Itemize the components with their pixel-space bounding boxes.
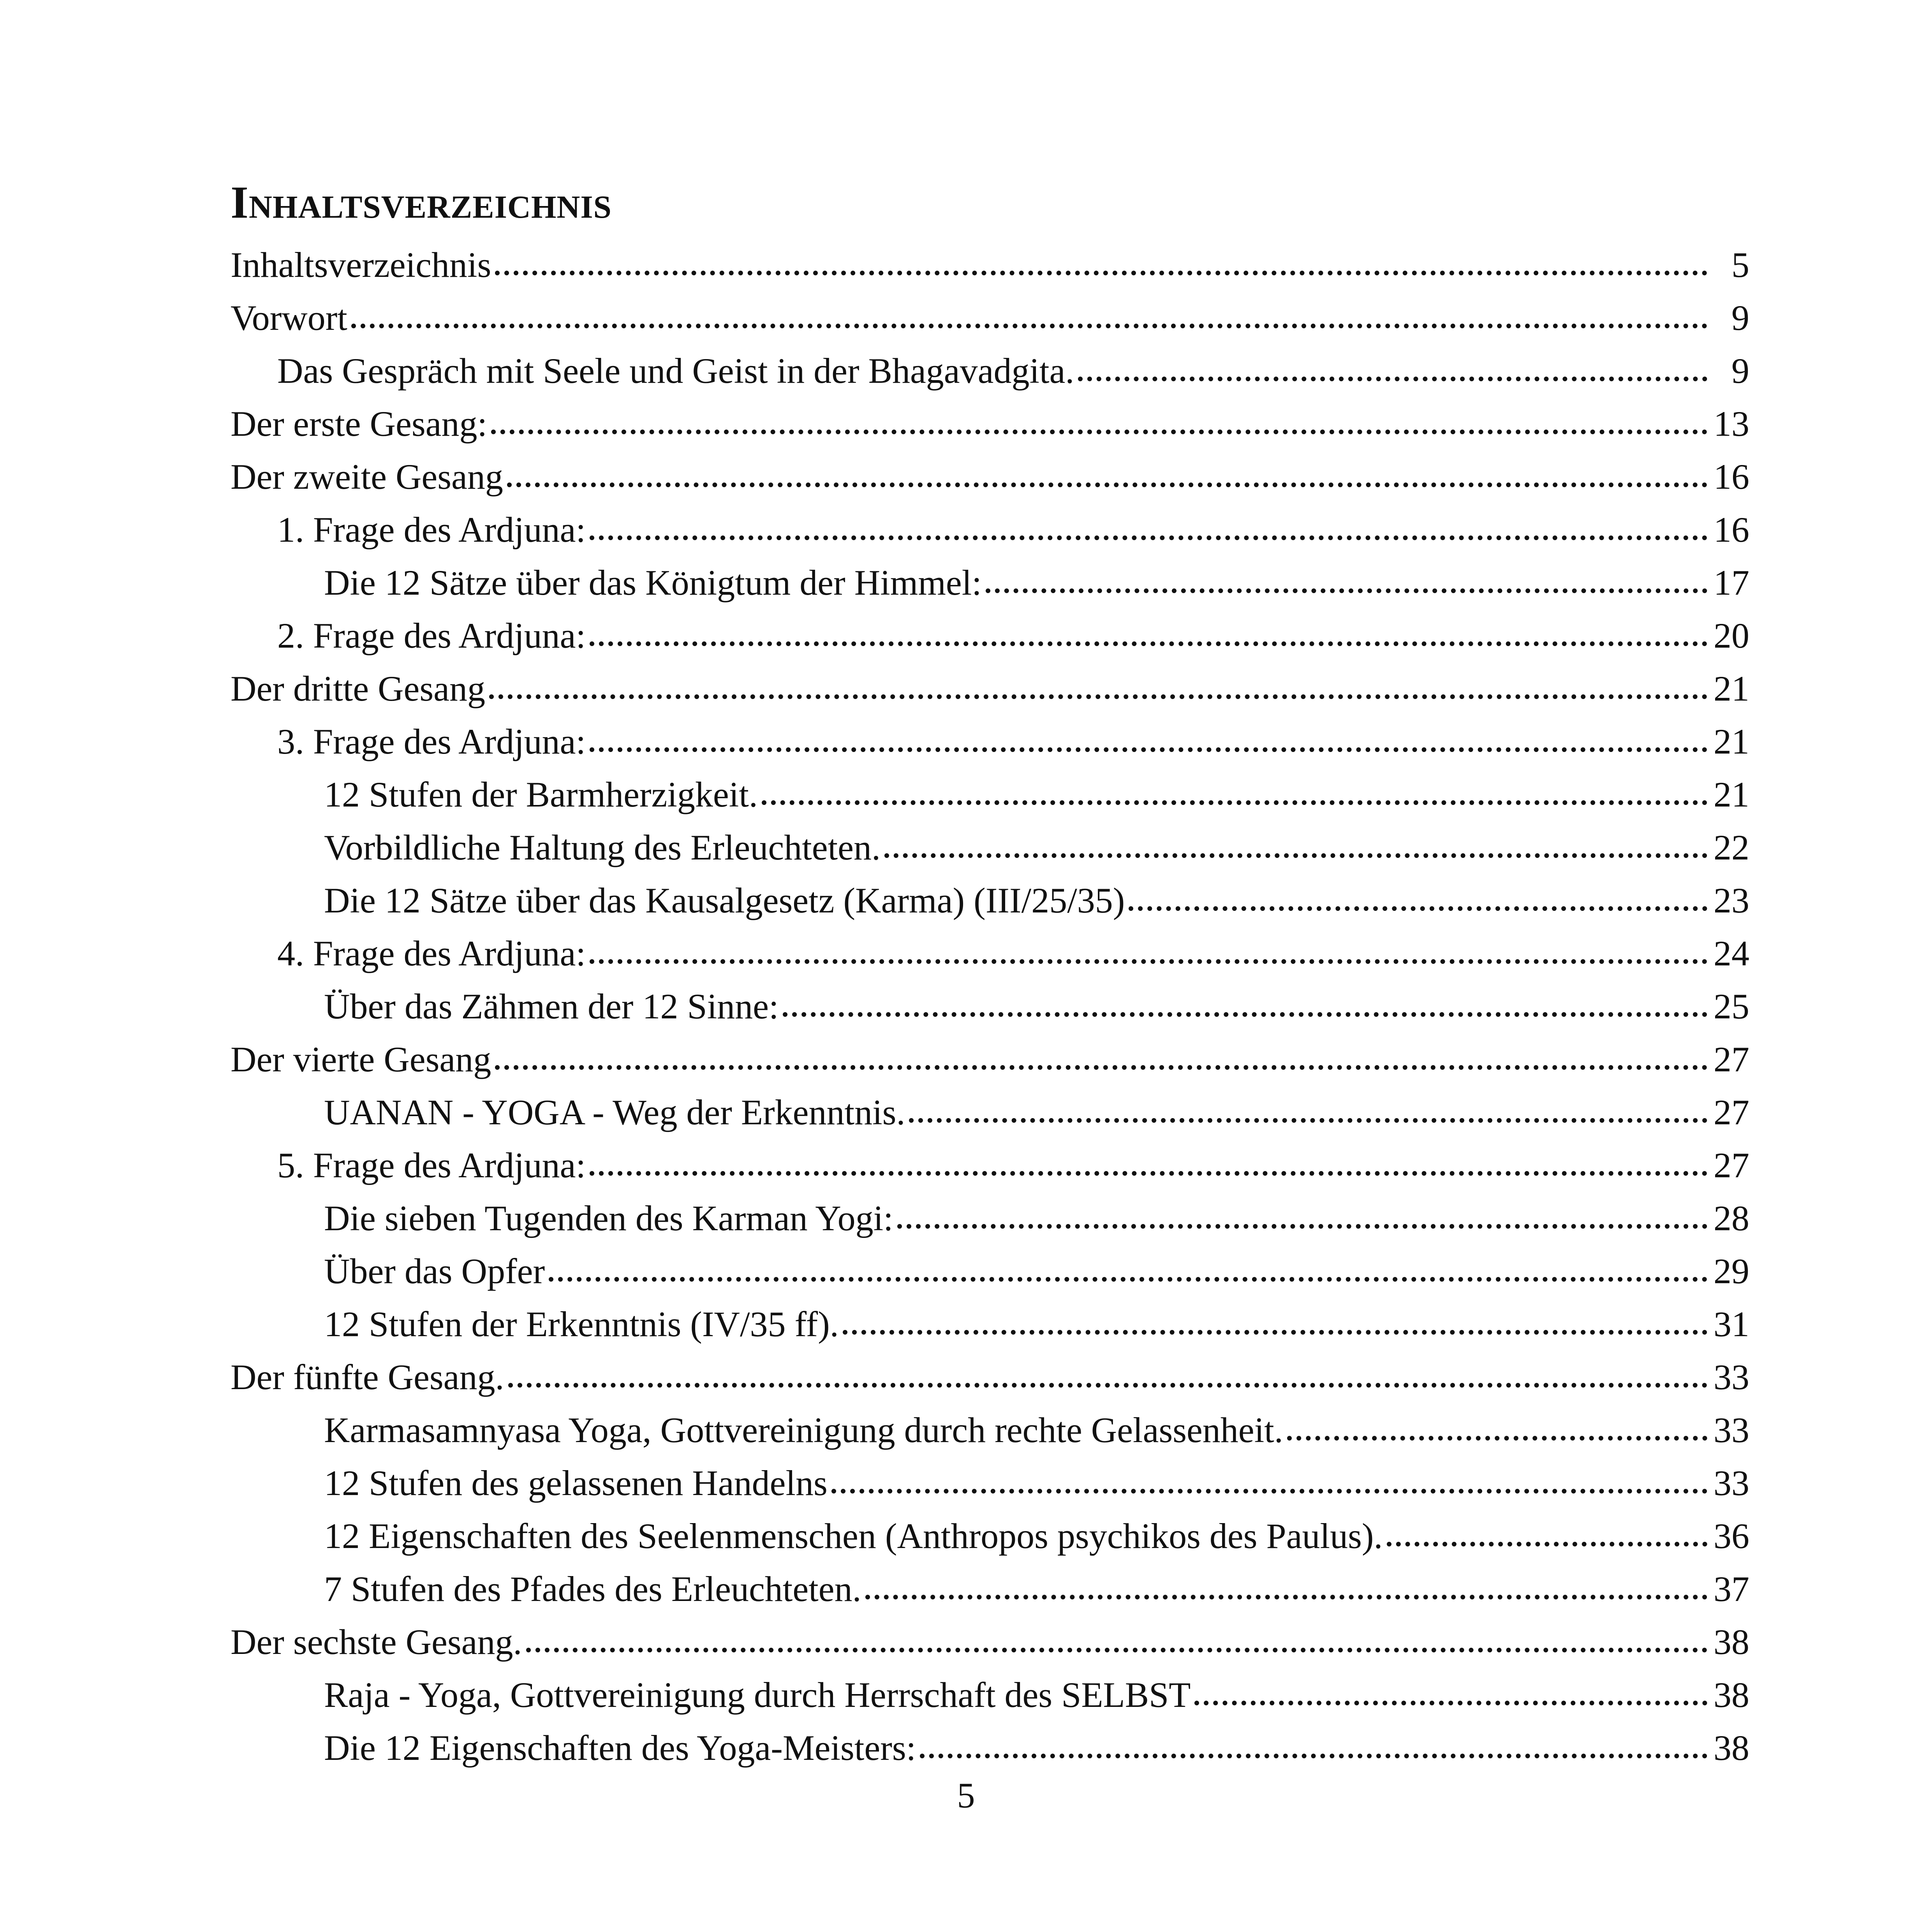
toc-entry-title: Der sechste Gesang.	[231, 1622, 522, 1662]
toc-entry[interactable]	[231, 291, 1749, 344]
toc-entry-title: Karmasamnyasa Yoga, Gottvereinigung durch rechte Gelassenheit.	[324, 1410, 1283, 1450]
toc-entry-title: 12 Eigenschaften des Seelenmenschen (Anthropos psychikos des Paulus).	[324, 1516, 1383, 1556]
dot-leader	[909, 1118, 1707, 1123]
toc-entry-title: Vorbildliche Haltung des Erleuchteten.	[324, 828, 881, 867]
page-number: 5	[957, 1775, 975, 1815]
toc-entry-title: 12 Stufen der Barmherzigkeit.	[324, 775, 758, 814]
toc-entry-title: 5. Frage des Ardjuna:	[277, 1145, 586, 1185]
toc-entry-page: 16	[1714, 510, 1749, 549]
toc-entry[interactable]	[231, 662, 1749, 715]
toc-entry[interactable]	[231, 1351, 1749, 1404]
dot-leader	[507, 483, 1707, 487]
toc-entry-page: 28	[1714, 1198, 1749, 1238]
toc-entry-title: Raja - Yoga, Gottvereinigung durch Herrschaft des SELBST	[324, 1675, 1191, 1715]
toc-entry-page: 38	[1714, 1675, 1749, 1715]
toc-entry-page: 17	[1714, 563, 1749, 602]
dot-leader	[495, 271, 1707, 275]
dot-leader	[831, 1489, 1707, 1493]
dot-leader	[590, 747, 1707, 752]
toc-entry[interactable]	[231, 768, 1749, 821]
toc-entry-title: Der fünfte Gesang.	[231, 1357, 504, 1397]
toc-entry-page: 21	[1714, 669, 1749, 708]
dot-leader	[783, 1012, 1707, 1017]
toc-entry-page: 38	[1714, 1728, 1749, 1768]
toc-entry-title: Die 12 Sätze über das Königtum der Himmel:	[324, 563, 982, 602]
dot-leader	[489, 694, 1707, 699]
toc-entry[interactable]	[231, 1139, 1749, 1192]
dot-leader	[549, 1277, 1707, 1282]
table-of-contents	[231, 238, 1749, 1774]
page-title: Inhaltsverzeichnis	[231, 177, 612, 228]
toc-entry-page: 25	[1714, 986, 1749, 1026]
toc-entry-page: 21	[1714, 775, 1749, 814]
dot-leader	[1078, 377, 1707, 381]
toc-entry[interactable]	[231, 1668, 1749, 1721]
toc-entry-title: Der erste Gesang:	[231, 404, 488, 444]
toc-entry[interactable]	[231, 1298, 1749, 1351]
toc-entry-title: 4. Frage des Ardjuna:	[277, 933, 586, 973]
toc-entry[interactable]	[231, 927, 1749, 980]
toc-entry[interactable]	[231, 397, 1749, 450]
toc-entry-page: 33	[1714, 1410, 1749, 1450]
toc-entry-page: 29	[1714, 1251, 1749, 1291]
toc-entry-title: 7 Stufen des Pfades des Erleuchteten.	[324, 1569, 861, 1609]
toc-entry-page: 23	[1714, 881, 1749, 920]
toc-entry-page: 36	[1714, 1516, 1749, 1556]
toc-entry[interactable]	[231, 1509, 1749, 1562]
toc-entry-title: Inhaltsverzeichnis	[231, 245, 491, 285]
toc-entry-page: 9	[1731, 351, 1749, 391]
toc-entry[interactable]	[231, 874, 1749, 927]
toc-entry-page: 38	[1714, 1622, 1749, 1662]
dot-leader	[590, 959, 1707, 964]
toc-entry-title: UANAN - YOGA - Weg der Erkenntnis.	[324, 1092, 905, 1132]
toc-entry-page: 20	[1714, 616, 1749, 655]
toc-entry-title: Die sieben Tugenden des Karman Yogi:	[324, 1198, 893, 1238]
dot-leader	[843, 1330, 1707, 1335]
toc-entry-page: 37	[1714, 1569, 1749, 1609]
toc-entry[interactable]	[231, 1721, 1749, 1774]
toc-entry-title: Der vierte Gesang	[231, 1039, 491, 1079]
toc-entry[interactable]	[231, 344, 1749, 397]
toc-entry[interactable]	[231, 1615, 1749, 1668]
toc-entry[interactable]	[231, 1404, 1749, 1456]
toc-entry-title: Die 12 Eigenschaften des Yoga-Meisters:	[324, 1728, 916, 1768]
toc-entry-page: 9	[1731, 298, 1749, 338]
dot-leader	[986, 588, 1707, 593]
toc-entry-title: 3. Frage des Ardjuna:	[277, 722, 586, 761]
toc-entry-page: 33	[1714, 1357, 1749, 1397]
toc-entry-page: 33	[1714, 1463, 1749, 1503]
toc-entry-title: Über das Zähmen der 12 Sinne:	[324, 986, 779, 1026]
toc-entry[interactable]	[231, 238, 1749, 291]
toc-entry[interactable]	[231, 1086, 1749, 1139]
dot-leader	[495, 1065, 1707, 1070]
dot-leader	[1129, 906, 1707, 911]
dot-leader	[920, 1754, 1707, 1758]
toc-entry-page: 22	[1714, 828, 1749, 867]
dot-leader	[865, 1595, 1707, 1599]
dot-leader	[1287, 1436, 1707, 1441]
toc-entry-title: Der zweite Gesang	[231, 457, 503, 497]
toc-entry-title: 12 Stufen der Erkenntnis (IV/35 ff).	[324, 1304, 839, 1344]
dot-leader	[897, 1224, 1707, 1229]
toc-entry-page: 27	[1714, 1092, 1749, 1132]
toc-entry[interactable]	[231, 980, 1749, 1033]
dot-leader	[526, 1648, 1708, 1652]
toc-entry[interactable]	[231, 715, 1749, 768]
dot-leader	[762, 800, 1707, 805]
toc-entry[interactable]	[231, 503, 1749, 556]
toc-entry[interactable]	[231, 556, 1749, 609]
toc-entry[interactable]	[231, 609, 1749, 662]
toc-entry-title: Das Gespräch mit Seele und Geist in der Bhagavadgita.	[277, 351, 1074, 391]
toc-entry-title: 1. Frage des Ardjuna:	[277, 510, 586, 549]
toc-entry-title: Der dritte Gesang	[231, 669, 485, 708]
toc-entry-page: 31	[1714, 1304, 1749, 1344]
dot-leader	[590, 641, 1707, 646]
toc-entry-title: Über das Opfer	[324, 1251, 545, 1291]
toc-entry-page: 16	[1714, 457, 1749, 497]
toc-entry-title: Vorwort	[231, 298, 347, 338]
toc-entry-page: 13	[1714, 404, 1749, 444]
toc-entry[interactable]	[231, 821, 1749, 874]
dot-leader	[1194, 1701, 1707, 1705]
dot-leader	[508, 1383, 1708, 1388]
toc-entry-title: 2. Frage des Ardjuna:	[277, 616, 586, 655]
toc-entry-page: 27	[1714, 1039, 1749, 1079]
toc-entry[interactable]	[231, 1033, 1749, 1086]
toc-entry-title: 12 Stufen des gelassenen Handelns	[324, 1463, 828, 1503]
toc-entry[interactable]	[231, 1245, 1749, 1298]
toc-entry-page: 5	[1731, 245, 1749, 285]
dot-leader	[491, 430, 1707, 434]
dot-leader	[590, 535, 1707, 540]
toc-entry-title: Die 12 Sätze über das Kausalgesetz (Karma) (III/25/35)	[324, 881, 1125, 920]
toc-entry-page: 21	[1714, 722, 1749, 761]
dot-leader	[351, 324, 1707, 328]
toc-entry[interactable]	[231, 450, 1749, 503]
dot-leader	[884, 853, 1707, 858]
toc-entry[interactable]	[231, 1456, 1749, 1509]
dot-leader	[1387, 1542, 1707, 1546]
toc-entry-page: 24	[1714, 933, 1749, 973]
toc-entry[interactable]	[231, 1562, 1749, 1615]
toc-entry-page: 27	[1714, 1145, 1749, 1185]
dot-leader	[590, 1171, 1707, 1176]
toc-entry[interactable]	[231, 1192, 1749, 1245]
